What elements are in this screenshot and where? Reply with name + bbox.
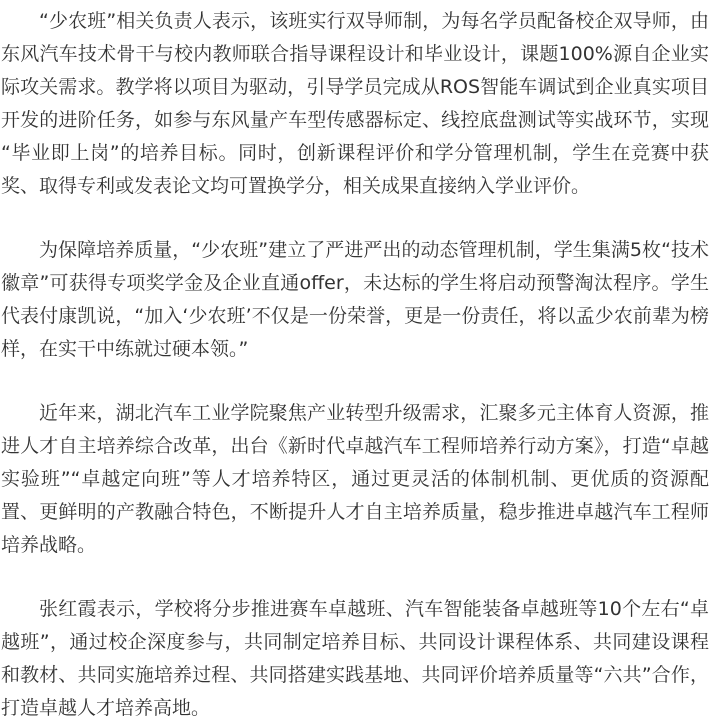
article-paragraph-4: 张红霞表示，学校将分步推进赛车卓越班、汽车智能装备卓越班等10个左右“卓越班”，通过校企深度参与，共同制定培养目标、共同设计课程体系、共同建设课程和教材、共同实施培养过程、共同搭建实践基地、共同评价培养质量等“六共”合作，打造卓越人才培养高地。: [1, 598, 709, 719]
article-paragraph-1: “少农班”相关负责人表示，该班实行双导师制，为每名学员配备校企双导师，由东风汽车技术骨干与校内教师联合指导课程设计和毕业设计，课题100%源自企业实际攻关需求。教学将以项目为驱动，引导学员完成从ROS智能车调试到企业真实项目开发的进阶任务，如参与东风量产车型传感器标定、线控底盘测试等实战环节，实现“毕业即上岗”的培养目标。同时，创新课程评价和学分管理机制，学生在竞赛中获奖、取得专利或发表论文均可置换学分，相关成果直接纳入学业评价。: [1, 10, 709, 197]
article-paragraph-2: 为保障培养质量，“少农班”建立了严进严出的动态管理机制，学生集满5枚“技术徽章”可获得专项奖学金及企业直通offer，未达标的学生将启动预警淘汰程序。学生代表付康凯说，“加入‘少农班’不仅是一份荣誉，更是一份责任，将以孟少农前辈为榜样，在实干中练就过硬本领。”: [1, 239, 709, 360]
article-paragraph-3: 近年来，湖北汽车工业学院聚焦产业转型升级需求，汇聚多元主体育人资源，推进人才自主培养综合改革，出台《新时代卓越汽车工程师培养行动方案》，打造“卓越实验班”“卓越定向班”等人才培养特区，通过更灵活的体制机制、更优质的资源配置、更鲜明的产教融合特色，不断提升人才自主培养质量，稳步推进卓越汽车工程师培养战略。: [1, 402, 709, 556]
